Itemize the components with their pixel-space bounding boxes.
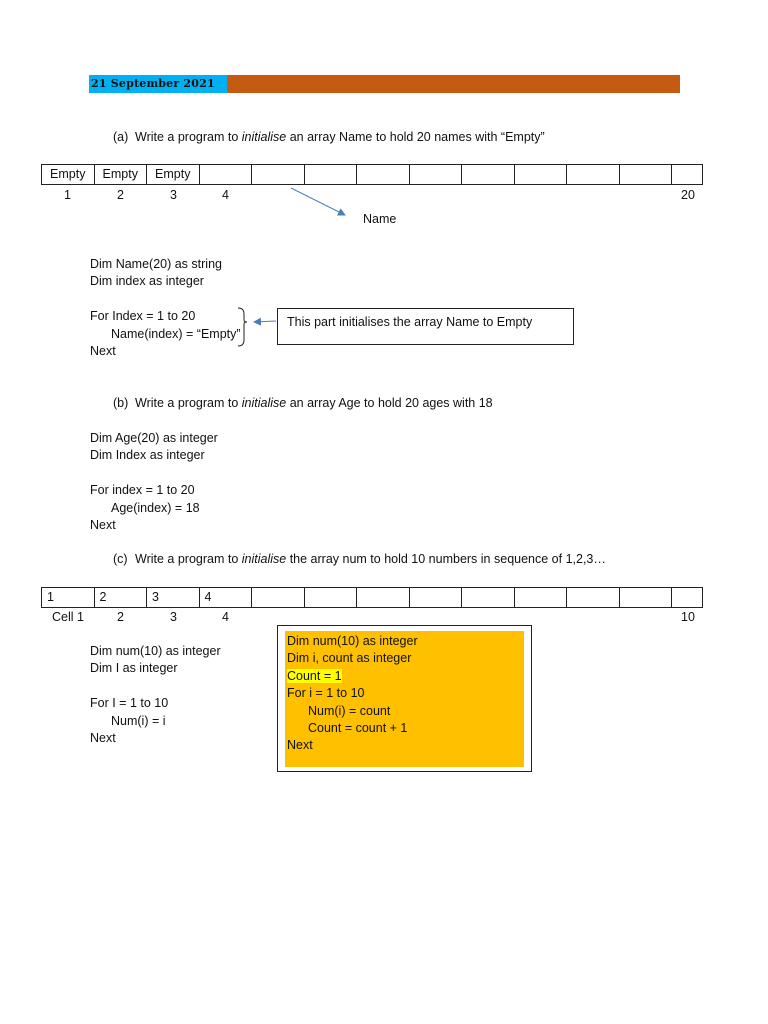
array-cell: [410, 588, 463, 607]
arrow-to-name: [285, 183, 355, 223]
array-cell: 3: [147, 588, 200, 607]
array-cell: 1: [42, 588, 95, 607]
callout-text: This part initialises the array Name to Empty: [287, 315, 533, 329]
question-a: (a) Write a program to initialise an array Name to hold 20 names with “Empty”: [113, 130, 545, 144]
array-cell: [620, 165, 673, 184]
code-line: Num(i) = count: [308, 703, 391, 718]
num-array-diagram: [41, 587, 703, 608]
code-line: [287, 668, 524, 685]
code-line: Next: [287, 738, 313, 753]
index-label: 4: [222, 188, 229, 202]
callout-box: [277, 308, 574, 345]
code-line: For I = 1 to 10: [90, 696, 169, 711]
array-cell: [462, 588, 515, 607]
index-label: 10: [681, 610, 695, 624]
array-name-label: Name: [363, 212, 397, 226]
array-cell: Empty: [42, 165, 95, 184]
array-cell: [620, 588, 673, 607]
array-cell: [252, 165, 305, 184]
array-cell: [567, 165, 620, 184]
array-cell: [567, 588, 620, 607]
array-cell: [462, 165, 515, 184]
array-cell: [200, 165, 253, 184]
code-line: For i = 1 to 10: [287, 686, 365, 701]
index-label: 3: [170, 188, 177, 202]
index-label: Cell 1: [52, 610, 84, 624]
array-cell: Empty: [147, 165, 200, 184]
code-line: Next: [90, 343, 116, 358]
array-cell: 4: [200, 588, 253, 607]
index-label: 1: [64, 188, 71, 202]
code-line: Name(index) = “Empty”: [111, 326, 241, 341]
array-cell: [410, 165, 463, 184]
name-array-diagram: [41, 164, 703, 185]
brace-arrow: [236, 306, 280, 350]
code-line: Dim num(10) as integer: [90, 644, 221, 658]
code-line: Dim Age(20) as integer: [90, 431, 218, 445]
date-label: 21 September 2021: [89, 75, 227, 93]
code-line: Dim I as integer: [90, 661, 178, 676]
array-cell: [305, 165, 358, 184]
array-cell: [252, 588, 305, 607]
array-cell: 2: [95, 588, 148, 607]
code-block-a: [90, 256, 241, 360]
index-label: 2: [117, 188, 124, 202]
index-label: 2: [117, 610, 124, 624]
code-line: Age(index) = 18: [111, 500, 200, 515]
alternative-solution-box: [277, 625, 532, 772]
code-line: For Index = 1 to 20: [90, 309, 196, 324]
code-line: Dim num(10) as integer: [287, 634, 418, 648]
index-label: 4: [222, 610, 229, 624]
array-cell: [672, 588, 700, 607]
code-line: Dim i, count as integer: [287, 651, 412, 666]
question-c: (c) Write a program to initialise the array num to hold 10 numbers in sequence of 1,2,3…: [113, 552, 606, 566]
code-line: Dim index as integer: [90, 274, 204, 289]
code-line: Next: [90, 517, 116, 532]
code-line: For index = 1 to 20: [90, 483, 195, 498]
code-line: Dim Index as integer: [90, 448, 205, 463]
code-block-b: [90, 430, 218, 534]
array-cell: [357, 588, 410, 607]
code-block-c: [90, 643, 221, 747]
array-cell: Empty: [95, 165, 148, 184]
array-cell: [672, 165, 700, 184]
question-b-label: (b): [113, 396, 129, 410]
array-cell: [357, 165, 410, 184]
code-line: [90, 291, 241, 308]
question-a-label: (a): [113, 130, 129, 144]
question-c-label: (c): [113, 552, 128, 566]
highlighted-text: Count = 1: [287, 668, 342, 683]
array-cell: [515, 165, 568, 184]
array-cell: [515, 588, 568, 607]
code-line: [90, 465, 218, 482]
code-line: Dim Name(20) as string: [90, 257, 222, 271]
question-b: (b) Write a program to initialise an array Age to hold 20 ages with 18: [113, 396, 493, 410]
array-cell: [305, 588, 358, 607]
code-line: [90, 678, 221, 695]
code-line: Next: [90, 730, 116, 745]
code-line: Num(i) = i: [111, 713, 166, 728]
highlighted-code-block: [285, 631, 524, 767]
code-line: Count = count + 1: [308, 720, 408, 735]
index-label: 20: [681, 188, 695, 202]
index-label: 3: [170, 610, 177, 624]
